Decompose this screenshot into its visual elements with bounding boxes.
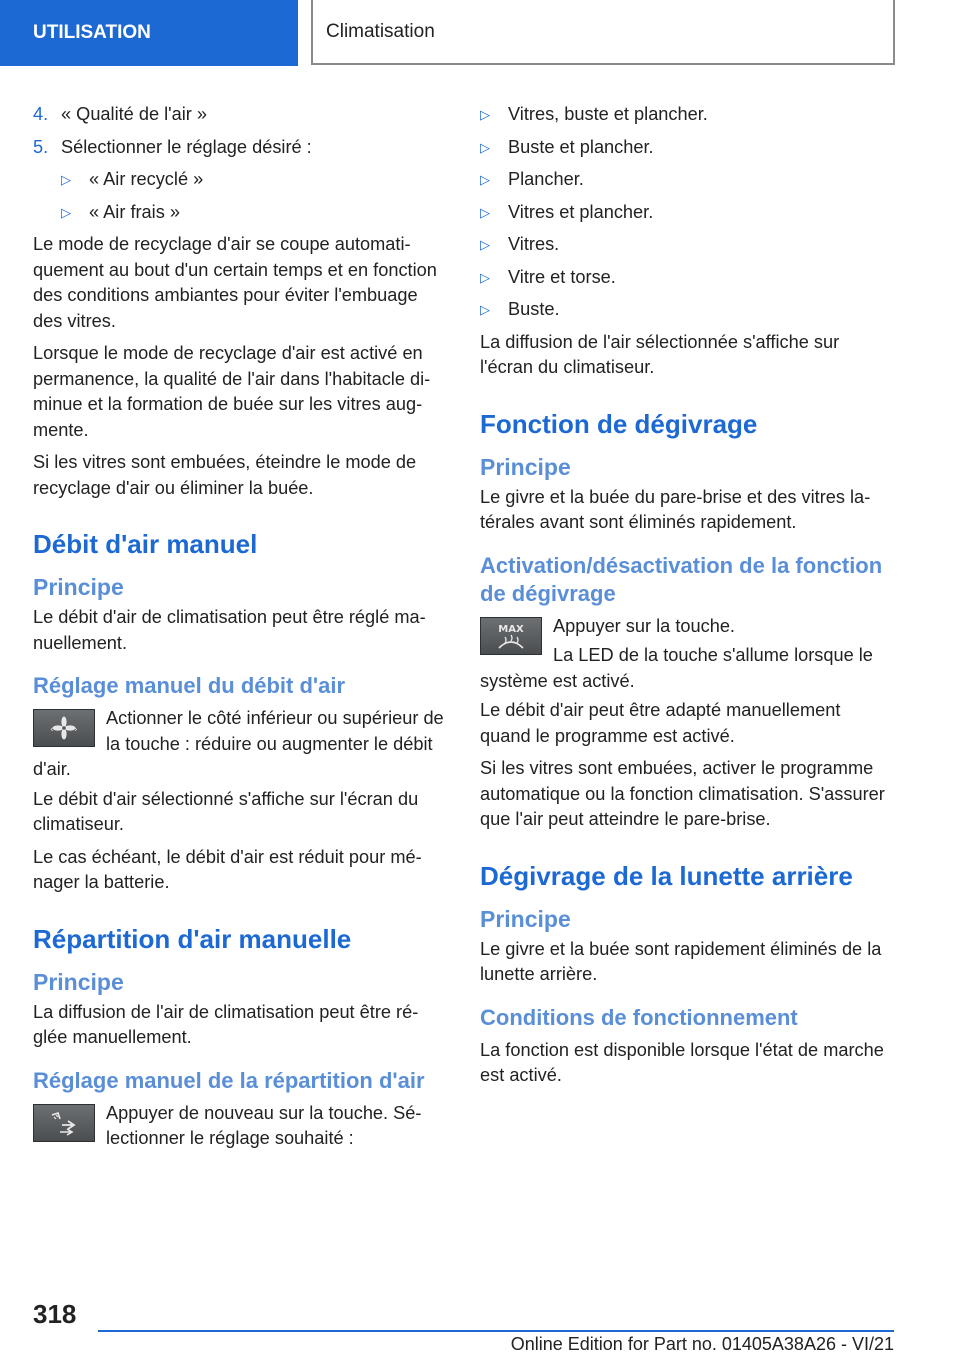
subheading-reglage-repartition: Réglage manuel de la répartition d'air xyxy=(33,1067,425,1093)
max-defrost-button-icon xyxy=(480,617,542,655)
air-distribution-button-icon xyxy=(33,1104,95,1142)
heading-debit-air: Débit d'air manuel xyxy=(33,529,258,559)
page-header xyxy=(0,0,960,66)
left-column xyxy=(33,102,445,1156)
subheading-principe: Principe xyxy=(33,968,124,995)
paragraph: La diffusion de l'air de climatisation peut être réglée manuellement. xyxy=(33,1001,419,1047)
heading-repartition: Répartition d'air manuelle xyxy=(33,923,352,954)
list-item: ▷ Vitres et plancher. xyxy=(480,200,892,226)
page-number: 318 xyxy=(33,1299,77,1329)
list-item: ▷ « Air recyclé » xyxy=(33,167,445,193)
svg-text:‹: ‹ xyxy=(50,725,54,735)
paragraph: La fonction est disponible lorsque l'état de marche est activé. xyxy=(480,1039,884,1085)
list-item: ▷ Buste. xyxy=(480,297,892,323)
subheading-activation: Activation/désactivation de la fonction de dégivrage xyxy=(480,552,883,606)
subheading-principe: Principe xyxy=(480,905,571,932)
paragraph: Lorsque le mode de recyclage d'air est activé en permanence, la qualité de l'air dans l'habitacle diminue et la formation de buée sur les vitres augmente. xyxy=(33,343,431,440)
section-tab: UTILISATION xyxy=(0,0,298,66)
triangle-bullet-icon: ▷ xyxy=(480,172,490,187)
footer-edition: Online Edition for Part no. 01405A38A26 - VI/21 xyxy=(510,1334,894,1354)
heading-lunette-arriere: Dégivrage de la lunette arrière xyxy=(480,860,853,891)
max-label: MAX xyxy=(498,623,524,635)
paragraph: Le débit d'air peut être adapté manuellement quand le programme est activé. xyxy=(480,700,841,746)
fan-button-icon xyxy=(33,709,95,747)
list-item: ▷ Vitres, buste et plancher. xyxy=(480,102,892,128)
footer-divider xyxy=(98,1330,894,1332)
numbered-item-5: 5. Sélectionner le réglage désiré : xyxy=(33,136,312,157)
triangle-bullet-icon: ▷ xyxy=(480,269,490,285)
triangle-bullet-icon: ▷ xyxy=(480,139,490,155)
icon-paragraph: ‹ › Actionner le côté inférieur ou supérieur de la touche : réduire ou augmenter le débit d'air. xyxy=(33,708,444,779)
subheading-reglage-debit: Réglage manuel du débit d'air xyxy=(33,673,346,698)
list-item: ▷ Buste et plancher. xyxy=(480,135,892,161)
svg-text:›: › xyxy=(74,725,78,735)
chapter-title: Climatisation xyxy=(311,0,895,65)
list-item: ▷ « Air frais » xyxy=(33,200,445,226)
subheading-principe: Principe xyxy=(33,574,124,600)
list-item: ▷ Plancher. xyxy=(480,167,892,193)
triangle-bullet-icon: ▷ xyxy=(480,237,490,252)
triangle-bullet-icon: ▷ xyxy=(480,107,490,122)
paragraph: Le débit d'air sélectionné s'affiche sur l'écran du climatiseur. xyxy=(33,788,419,834)
paragraph: Le cas échéant, le débit d'air est réduit pour ménager la batterie. xyxy=(33,846,422,892)
paragraph: Le givre et la buée sont rapidement éliminés de la lunette arrière. xyxy=(480,938,882,984)
subheading-principe: Principe xyxy=(480,453,571,480)
numbered-item-4: 4. « Qualité de l'air » xyxy=(33,104,208,124)
triangle-bullet-icon: ▷ xyxy=(61,204,71,220)
icon-paragraph: Appuyer de nouveau sur la touche. Sélectionner le réglage souhaité : xyxy=(33,1101,445,1152)
triangle-bullet-icon: ▷ xyxy=(61,172,71,187)
heading-degivrage: Fonction de dégivrage xyxy=(480,408,758,439)
triangle-bullet-icon: ▷ xyxy=(480,302,490,317)
paragraph: Le givre et la buée du pare-brise et des vitres latérales avant sont éliminés rapidement. xyxy=(480,486,871,532)
paragraph: Le débit d'air de climatisation peut être réglé manuellement. xyxy=(33,607,426,653)
triangle-bullet-icon: ▷ xyxy=(480,204,490,220)
paragraph: Si les vitres sont embuées, éteindre le mode de recyclage d'air ou éliminer la buée. xyxy=(33,452,417,498)
right-column xyxy=(480,102,892,1096)
paragraph: La diffusion de l'air sélectionnée s'affiche sur l'écran du climatiseur. xyxy=(480,331,840,377)
icon-paragraph: MAX Appuyer sur la touche. La LED de la touche s'allume lorsque le système est activé. xyxy=(480,615,873,691)
paragraph: Le mode de recyclage d'air se coupe automatiquement au bout d'un certain temps et en fonction des conditions ambiantes pour éviter l'embuage des vitres. xyxy=(33,234,437,331)
list-item: ▷ Vitres. xyxy=(480,232,892,258)
list-item: ▷ Vitre et torse. xyxy=(480,265,892,291)
subheading-conditions: Conditions de fonctionnement xyxy=(480,1004,798,1030)
paragraph: Si les vitres sont embuées, activer le programme automatique ou la fonction climatisation. S'assurer que l'air peut atteindre le pare-brise. xyxy=(480,758,885,829)
